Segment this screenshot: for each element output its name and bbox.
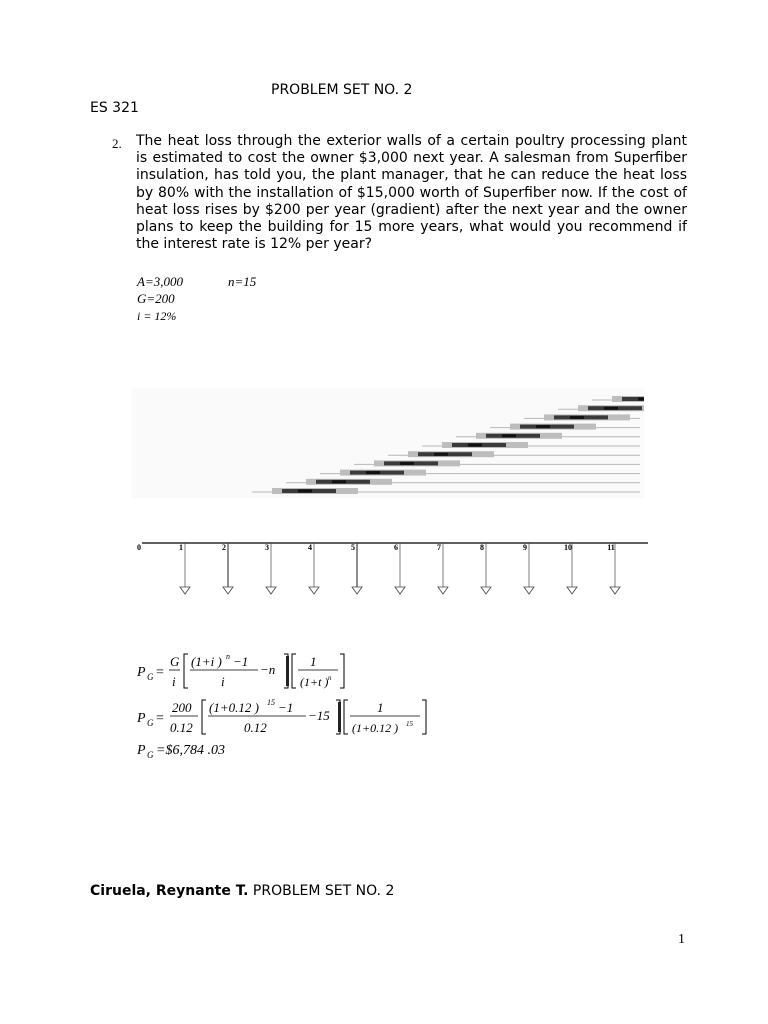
eq2-lhs-sub: G: [147, 718, 154, 728]
gradient-bar: [306, 479, 392, 485]
result-formula: [134, 738, 274, 762]
gradient-formula: [134, 648, 354, 694]
eq2-disc-den-exp: 15: [406, 720, 413, 728]
given-a: A=3,000: [137, 274, 183, 289]
period-label: 0: [137, 543, 141, 552]
eq2-coef-num: 200: [172, 700, 192, 715]
period-label: 1: [179, 543, 183, 552]
period-label: 9: [523, 543, 527, 552]
gradient-bar: [544, 414, 630, 420]
period-label: 7: [437, 543, 441, 552]
eq1-disc-den-exp: n: [328, 674, 332, 682]
eq1-minus-n: −n: [260, 662, 276, 677]
eq2-frac-num: (1+0.12 ): [209, 700, 259, 715]
result-lhs: P: [137, 743, 146, 758]
period-label: 10: [564, 543, 572, 552]
footer-title: PROBLEM SET NO. 2: [252, 883, 395, 899]
gradient-bar: [272, 488, 358, 494]
result-value: =$6,784 .03: [156, 743, 225, 758]
page-number: 1: [678, 932, 685, 947]
eq1-frac-num-exp: n: [226, 652, 230, 661]
eq2-frac-num-exp: 15: [267, 698, 275, 707]
eq2-disc-den: (1+0.12 ): [352, 721, 399, 735]
problem-number: 2.: [112, 136, 122, 151]
eq2-frac-den: 0.12: [244, 720, 267, 735]
footer: [90, 883, 394, 899]
result-lhs-sub: G: [147, 750, 154, 760]
eq1-frac-num: (1+i ): [191, 654, 222, 669]
eq2-eq: =: [156, 711, 164, 726]
eq1-lhs-sub: G: [147, 672, 154, 682]
period-label: 5: [351, 543, 355, 552]
eq1-disc-den: (1+t ): [300, 675, 329, 689]
period-label: 3: [265, 543, 269, 552]
author-name: Ciruela, Reynante T.: [90, 883, 249, 899]
eq1-frac-num-tail: −1: [233, 654, 249, 669]
eq2-frac-num-tail: −1: [278, 700, 294, 715]
gradient-bar: [340, 470, 426, 476]
eq1-coef-num: G: [170, 654, 180, 669]
given-i: i = 12%: [137, 309, 177, 323]
eq2-coef-den: 0.12: [170, 720, 193, 735]
problem-statement: The heat loss through the exterior walls of a certain poultry processing plant is estimated to cost the owner $3,000 next year. A salesman from Superfiber insulation, has told you, the plant manager, that he can reduce the heat loss by 80% with the installation of $15,000 worth of Superfiber now. If the cost of heat loss rises by $200 per year (gradient) after the next year and the owner plans to keep the building for 15 more years, what would you recommend if the interest rate is 12% per year?: [136, 133, 687, 253]
eq2-lhs: P: [137, 711, 146, 726]
substituted-formula: [134, 694, 434, 740]
given-g: G=200: [137, 291, 175, 306]
gradient-bar: [578, 405, 644, 411]
gradient-bar: [408, 451, 494, 457]
eq2-minus-n: −15: [308, 708, 330, 723]
gradient-bar: [476, 433, 562, 439]
period-label: 11: [607, 543, 615, 552]
eq1-coef-den: i: [172, 674, 176, 689]
gradient-arrows-figure: [132, 388, 644, 498]
period-label: 8: [480, 543, 484, 552]
period-label: 4: [308, 543, 312, 552]
gradient-bar: [612, 396, 644, 402]
gradient-bar: [510, 424, 596, 430]
eq1-frac-den: i: [221, 674, 225, 689]
course-code: ES 321: [90, 100, 139, 116]
eq1-eq: =: [156, 665, 164, 680]
eq2-disc-num: 1: [377, 700, 384, 715]
eq1-disc-num: 1: [310, 654, 317, 669]
period-label: 6: [394, 543, 398, 552]
gradient-bar: [442, 442, 528, 448]
period-label: 2: [222, 543, 226, 552]
gradient-bar: [374, 460, 460, 466]
given-n: n=15: [228, 274, 257, 289]
cash-flow-diagram: [132, 535, 652, 605]
page-title: PROBLEM SET NO. 2: [271, 82, 413, 98]
eq1-lhs: P: [137, 665, 146, 680]
